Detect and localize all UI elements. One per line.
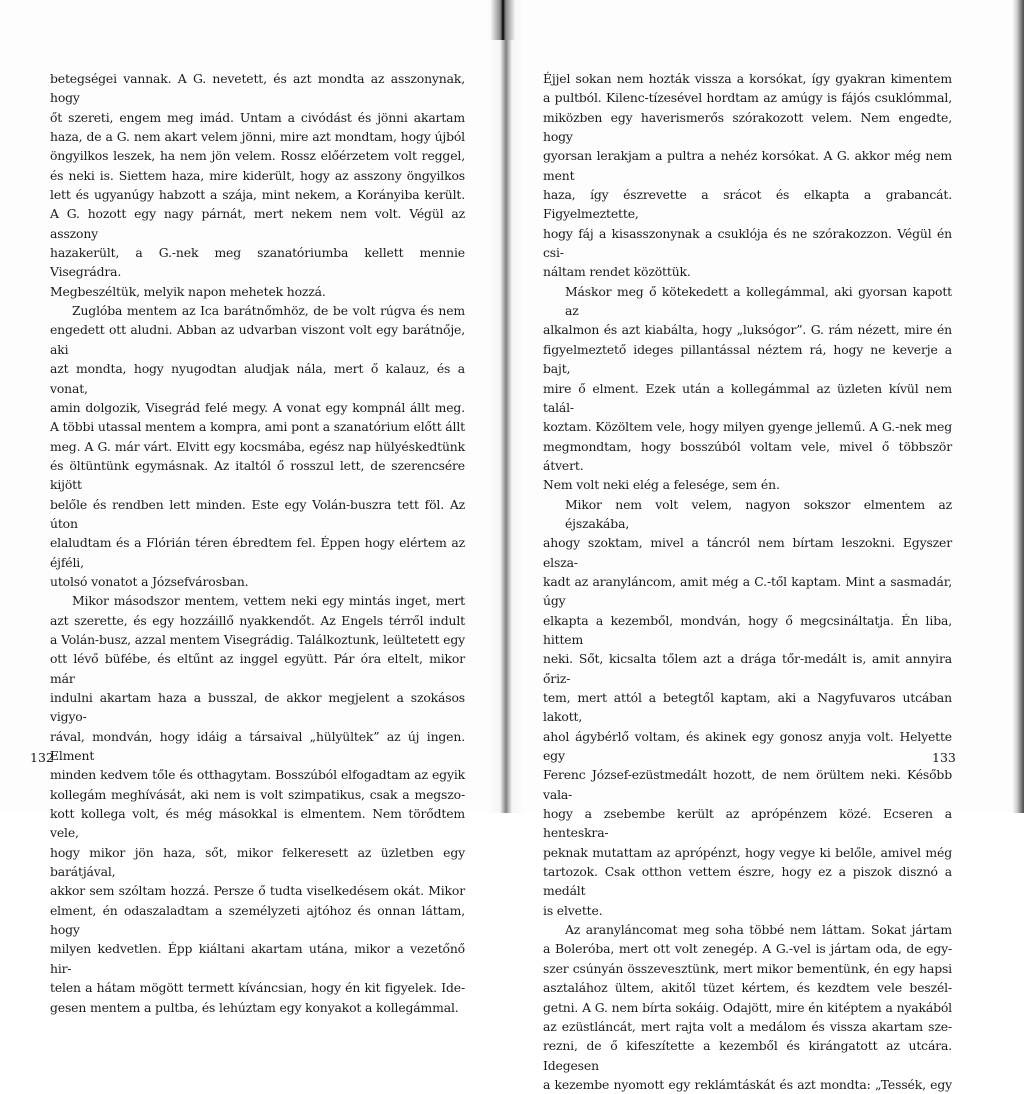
text-line: meg. A G. már várt. Elvitt egy kocsmába, egész nap hülyéskedtünk bbox=[50, 438, 465, 454]
text-line: asztalához ültem, akitől tüzet kértem, és kezdtem vele beszél- bbox=[543, 980, 952, 996]
text-line: kollegám meghívását, aki nem is volt szimpatikus, csak a megszo- bbox=[50, 786, 465, 802]
text-line: Az aranyláncomat meg soha többé nem láttam. Sokat jártam bbox=[565, 922, 952, 938]
text-line: hogy mikor jön haza, sőt, mikor felkeresett az üzletben egy barátjával, bbox=[50, 844, 465, 880]
text-line: Mikor nem volt velem, nagyon sokszor elmentem az éjszakába, bbox=[565, 496, 952, 531]
text-line: haza, így észrevette a srácot és elkapta a grabancát. Figyelmeztette, bbox=[543, 187, 952, 222]
text-line: utolsó vonatot a Józsefvárosban. bbox=[50, 573, 249, 589]
text-line: Mikor másodszor mentem, vettem neki egy mintás inget, mert bbox=[72, 593, 465, 609]
text-line: azt mondta, hogy nyugodtan aludjak nála, mert ő kalauz, és a vonat, bbox=[50, 361, 465, 396]
text-line: haza, de a G. nem akart velem jönni, mire azt mondtam, hogy újból bbox=[50, 129, 465, 145]
text-line: Nem volt neki elég a felesége, sem én. bbox=[543, 477, 780, 493]
text-line: betegségei vannak. A G. nevetett, és azt mondta az asszonynak, hogy bbox=[50, 71, 465, 106]
binding-top-shadow bbox=[490, 0, 516, 40]
text-line: miközben egy haverismerős szórakozott velem. Nem engedte, hogy bbox=[543, 109, 952, 145]
text-line: és neki is. Siettem haza, mire kiderült, hogy az asszony öngyilkos bbox=[50, 167, 465, 183]
text-line: a Volán-busz, azzal mentem Visegrádig. Találkoztunk, leültetett egy bbox=[50, 631, 465, 647]
text-line: Ferenc József-ezüstmedált hozott, de nem örültem neki. Később vala- bbox=[543, 767, 952, 802]
text-line: Megbeszéltük, melyik napon mehetek hozzá. bbox=[50, 283, 326, 299]
text-line: öngyilkos leszek, ha nem jön velem. Rossz előérzetem volt reggel, bbox=[50, 148, 465, 164]
text-line: belőle és rendben lett minden. Este egy Volán-buszra tett föl. Az úton bbox=[50, 496, 465, 531]
text-line: kadt az aranyláncom, amit még a C.-től kaptam. Mint a sasmadár, úgy bbox=[543, 573, 952, 609]
text-line: telen a hátam mögött termett kíváncsian, hogy én kit figyelek. Ide- bbox=[50, 980, 465, 996]
text-line: A G. hozott egy nagy párnát, mert nekem nem volt. Végül az asszony bbox=[50, 206, 465, 241]
text-line: a Boleróba, mert ott volt zenegép. A G.-vel is jártam oda, de egy- bbox=[543, 941, 952, 957]
text-line: szer csúnyán összevesztünk, mert mikor bementünk, én egy hapsi bbox=[543, 960, 952, 976]
text-line: a pultból. Kilenc-tízesével hordtam az amúgy is fájós csuklómmal, bbox=[543, 90, 952, 106]
text-line: tem, mert attól a betegtől kaptam, aki a Nagyfuvaros utcában lakott, bbox=[543, 690, 952, 725]
text-line: ott lévő büfébe, és eltűnt az inggel együtt. Pár óra eltelt, mikor már bbox=[50, 651, 465, 686]
text-line: hogy fáj a kisasszonynak a csuklója és ne szórakozzon. Végül én csi- bbox=[543, 225, 952, 261]
page-edge-shadow bbox=[1012, 0, 1024, 813]
text-line: elaludtam és a Flórián téren ébredtem fel. Éppen hogy elértem az éjféli, bbox=[50, 535, 465, 570]
text-line: őt szereti, engem meg imád. Untam a civódást és jönni akartam bbox=[50, 109, 465, 125]
text-line: elkapta a kezemből, mondván, hogy ő megcsináltatja. Én liba, hittem bbox=[543, 612, 952, 647]
left-page-number: 132 bbox=[30, 750, 54, 765]
text-line: ahogy szoktam, mivel a táncról nem bírtam leszokni. Egyszer elsza- bbox=[543, 535, 952, 570]
text-line: azt szerette, és egy hozzáillő nyakkendőt. Az Engels térről indult bbox=[50, 612, 465, 628]
text-line: kott kollega volt, és még másokkal is elmentem. Nem törődtem vele, bbox=[50, 806, 465, 841]
text-line: a kezembe nyomott egy reklámtáskát és azt mondta: „Tessék, egy bbox=[543, 1076, 952, 1092]
text-line: is elvette. bbox=[543, 902, 603, 918]
text-line: Zuglóba mentem az Ica barátnőmhöz, de be volt rúgva és nem bbox=[72, 303, 465, 319]
text-line: gyorsan lerakjam a pultra a nehéz korsókat. A G. akkor még nem ment bbox=[543, 148, 952, 183]
text-line: és öltüntünk egymásnak. Az italtól ő rosszul lett, de szerencsére kijött bbox=[50, 457, 465, 493]
text-line: gesen mentem a pultba, és lehúztam egy konyakot a kollegámmal. bbox=[50, 999, 459, 1015]
text-line: getni. A G. nem bírta sokáig. Odajött, mire én kitéptem a nyakából bbox=[543, 999, 952, 1015]
text-line: az ezüstláncát, mert rajta volt a medálom és visszа akartam sze- bbox=[543, 1018, 952, 1034]
right-page-text bbox=[543, 69, 952, 1094]
text-line: ahol ágybérlő voltam, és akinek egy gonosz anyja volt. Helyette egy bbox=[543, 728, 952, 764]
text-line: hazakerült, a G.-nek meg szanatóriumba kellett mennie Visegrádra. bbox=[50, 245, 465, 280]
text-line: Máskor meg ő kötekedett a kollegámmal, aki gyorsan kapott az bbox=[565, 283, 952, 319]
text-line: Éjjel sokan nem hozták vissza a korsókat, így gyakran kimentem bbox=[543, 71, 952, 86]
text-line: rezni, de ő kifeszítette a kezemből és kirángatott az utcára. Idegesen bbox=[543, 1038, 952, 1073]
text-line: rával, mondván, hogy idáig a társaival „hülyültek” az új ingen. Elment bbox=[50, 728, 465, 764]
text-line: engedett ott aludni. Abban az udvarban viszont volt egy barátnője, aki bbox=[50, 322, 465, 357]
text-line: A többi utassal mentem a kompra, ami pont a szanatórium előtt állt bbox=[50, 419, 466, 435]
text-line: mire ő elment. Ezek után a kollegámmal az üzleten kívül nem talál- bbox=[543, 380, 952, 415]
right-page-number: 133 bbox=[932, 750, 956, 765]
text-line: neki. Sőt, kicsalta tőlem azt a drága tőr-medált is, amit annyira őriz- bbox=[543, 651, 952, 686]
text-line: lett és ugyanúgy habzott a szája, mint nekem, a Korányiba került. bbox=[50, 187, 465, 203]
text-line: amin dolgozik, Visegrád felé megy. A vonat egy kompnál állt meg. bbox=[50, 399, 465, 415]
text-line: megmondtam, hogy bosszúból voltam vele, mivel ő többször átvert. bbox=[543, 438, 952, 473]
text-line: tartozok. Csak otthon vettem észre, hogy ez a piszok disznó a medált bbox=[543, 864, 952, 899]
left-page-text bbox=[50, 69, 465, 1017]
text-line: minden kedvem tőle és otthagytam. Bosszúból elfogadtam az egyik bbox=[50, 767, 465, 783]
text-line: elment, én odaszaladtam a személyzeti ajtóhoz és onnan láttam, hogy bbox=[50, 902, 465, 938]
text-line: peknak mutattam az aprópénzt, hogy vegye ki belőle, amivel még bbox=[543, 844, 952, 860]
text-line: hogy a zsebembe került az aprópénzem közé. Ecseren a henteskra- bbox=[543, 806, 952, 841]
text-line: náltam rendet közöttük. bbox=[543, 264, 691, 280]
book-gutter-shadow bbox=[486, 0, 526, 813]
text-line: milyen kedvetlen. Épp kiáltani akartam utána, mikor a vezetőnő hir- bbox=[50, 941, 465, 976]
text-line: alkalmon és azt kiabálta, hogy „luksógor”. G. rám nézett, mire én bbox=[543, 322, 952, 338]
text-line: figyelmeztető ideges pillantással néztem rá, hogy ne keverje a bajt, bbox=[543, 341, 952, 377]
text-line: akkor sem szóltam hozzá. Persze ő tudta viselkedésem okát. Mikor bbox=[50, 883, 465, 899]
text-line: indulni akartam haza a busszal, de akkor megjelent a szokásos vigyo- bbox=[50, 690, 465, 725]
text-line: koztam. Közöltem vele, hogy milyen gyenge jellemű. A G.-nek meg bbox=[543, 419, 952, 435]
